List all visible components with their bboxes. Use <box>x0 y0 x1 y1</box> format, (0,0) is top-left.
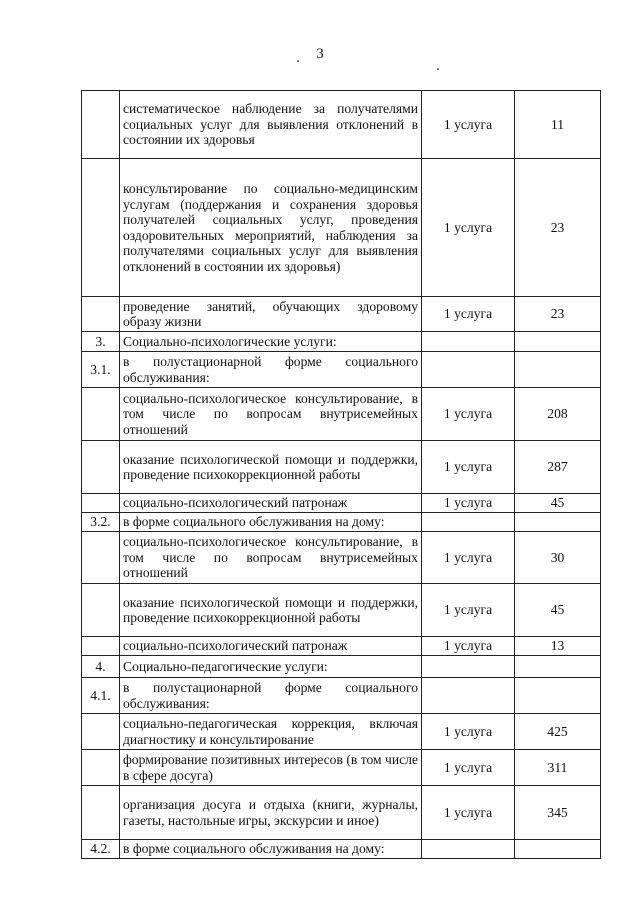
subsection-number: 4.1. <box>82 678 120 714</box>
service-name: систематическое наблюдение за получателями социальных услуг для выявления отклонений в состоянии их здоровья <box>120 91 422 159</box>
service-name: социально-педагогическая коррекция, включая диагностику и консультирование <box>120 714 422 750</box>
row-number <box>82 297 120 332</box>
scan-dot <box>297 60 299 62</box>
section-title: Социально-психологические услуги: <box>120 332 422 352</box>
subsection-title: в форме социального обслуживания на дому: <box>120 840 422 859</box>
subsection-number: 3.1. <box>82 352 120 388</box>
section-title: Социально-педагогические услуги: <box>120 656 422 678</box>
service-name: формирование позитивных интересов (в том числе в сфере досуга) <box>120 750 422 786</box>
table-row <box>82 584 601 637</box>
row-number <box>82 786 120 840</box>
table-row <box>82 714 601 750</box>
unit-of-measure: 1 услуга <box>422 584 515 637</box>
quantity: 425 <box>515 714 601 750</box>
quantity: 30 <box>515 532 601 584</box>
quantity: 45 <box>515 584 601 637</box>
quantity: 311 <box>515 750 601 786</box>
table-row <box>82 840 601 859</box>
service-name: организация досуга и отдыха (книги, журналы, газеты, настольные игры, экскурсии и иное) <box>120 786 422 840</box>
row-number <box>82 637 120 656</box>
quantity <box>515 513 601 532</box>
table-row <box>82 513 601 532</box>
table-row <box>82 297 601 332</box>
table-row <box>82 91 601 159</box>
unit-of-measure: 1 услуга <box>422 714 515 750</box>
table-row <box>82 656 601 678</box>
unit-of-measure <box>422 678 515 714</box>
unit-of-measure: 1 услуга <box>422 750 515 786</box>
unit-of-measure: 1 услуга <box>422 297 515 332</box>
row-number <box>82 584 120 637</box>
unit-of-measure: 1 услуга <box>422 441 515 494</box>
row-number <box>82 91 120 159</box>
service-name: проведение занятий, обучающих здоровому образу жизни <box>120 297 422 332</box>
table-row <box>82 388 601 441</box>
quantity <box>515 656 601 678</box>
table-row <box>82 532 601 584</box>
table-row <box>82 786 601 840</box>
table-row <box>82 159 601 297</box>
quantity: 287 <box>515 441 601 494</box>
quantity: 23 <box>515 297 601 332</box>
service-name: социально-психологическое консультирование, в том числе по вопросам внутрисемейных отношений <box>120 388 422 441</box>
quantity <box>515 678 601 714</box>
quantity <box>515 352 601 388</box>
unit-of-measure <box>422 513 515 532</box>
row-number <box>82 494 120 513</box>
subsection-number: 4.2. <box>82 840 120 859</box>
unit-of-measure <box>422 656 515 678</box>
unit-of-measure <box>422 840 515 859</box>
unit-of-measure <box>422 332 515 352</box>
subsection-title: в полустационарной форме социального обслуживания: <box>120 678 422 714</box>
services-table <box>81 90 601 859</box>
unit-of-measure: 1 услуга <box>422 532 515 584</box>
unit-of-measure: 1 услуга <box>422 388 515 441</box>
quantity <box>515 332 601 352</box>
quantity: 45 <box>515 494 601 513</box>
subsection-title: в полустационарной форме социального обслуживания: <box>120 352 422 388</box>
service-name: оказание психологической помощи и поддержки, проведение психокоррекционной работы <box>120 584 422 637</box>
table-row <box>82 750 601 786</box>
quantity: 208 <box>515 388 601 441</box>
quantity: 23 <box>515 159 601 297</box>
service-name: социально-психологический патронаж <box>120 637 422 656</box>
service-name: социально-психологический патронаж <box>120 494 422 513</box>
quantity: 345 <box>515 786 601 840</box>
section-number: 4. <box>82 656 120 678</box>
service-name: оказание психологической помощи и поддержки, проведение психокоррекционной работы <box>120 441 422 494</box>
table-row <box>82 678 601 714</box>
unit-of-measure: 1 услуга <box>422 786 515 840</box>
subsection-title: в форме социального обслуживания на дому: <box>120 513 422 532</box>
subsection-number: 3.2. <box>82 513 120 532</box>
quantity: 11 <box>515 91 601 159</box>
table-row <box>82 494 601 513</box>
unit-of-measure: 1 услуга <box>422 159 515 297</box>
quantity <box>515 840 601 859</box>
table-row <box>82 352 601 388</box>
row-number <box>82 441 120 494</box>
quantity: 13 <box>515 637 601 656</box>
unit-of-measure: 1 услуга <box>422 637 515 656</box>
table-row <box>82 332 601 352</box>
page-number: 3 <box>316 46 324 62</box>
row-number <box>82 159 120 297</box>
unit-of-measure <box>422 352 515 388</box>
table-row <box>82 441 601 494</box>
row-number <box>82 388 120 441</box>
unit-of-measure: 1 услуга <box>422 494 515 513</box>
scan-dot <box>437 68 439 70</box>
row-number <box>82 714 120 750</box>
service-name: консультирование по социально-медицинским услугам (поддержания и сохранения здоровья получателей социальных услуг, проведения оздоровительных мероприятий, наблюдения за получателями социальных услуг для выявления отклонений в состоянии их здоровья) <box>120 159 422 297</box>
service-name: социально-психологическое консультирование, в том числе по вопросам внутрисемейных отношений <box>120 532 422 584</box>
section-number: 3. <box>82 332 120 352</box>
unit-of-measure: 1 услуга <box>422 91 515 159</box>
table-row <box>82 637 601 656</box>
row-number <box>82 532 120 584</box>
row-number <box>82 750 120 786</box>
